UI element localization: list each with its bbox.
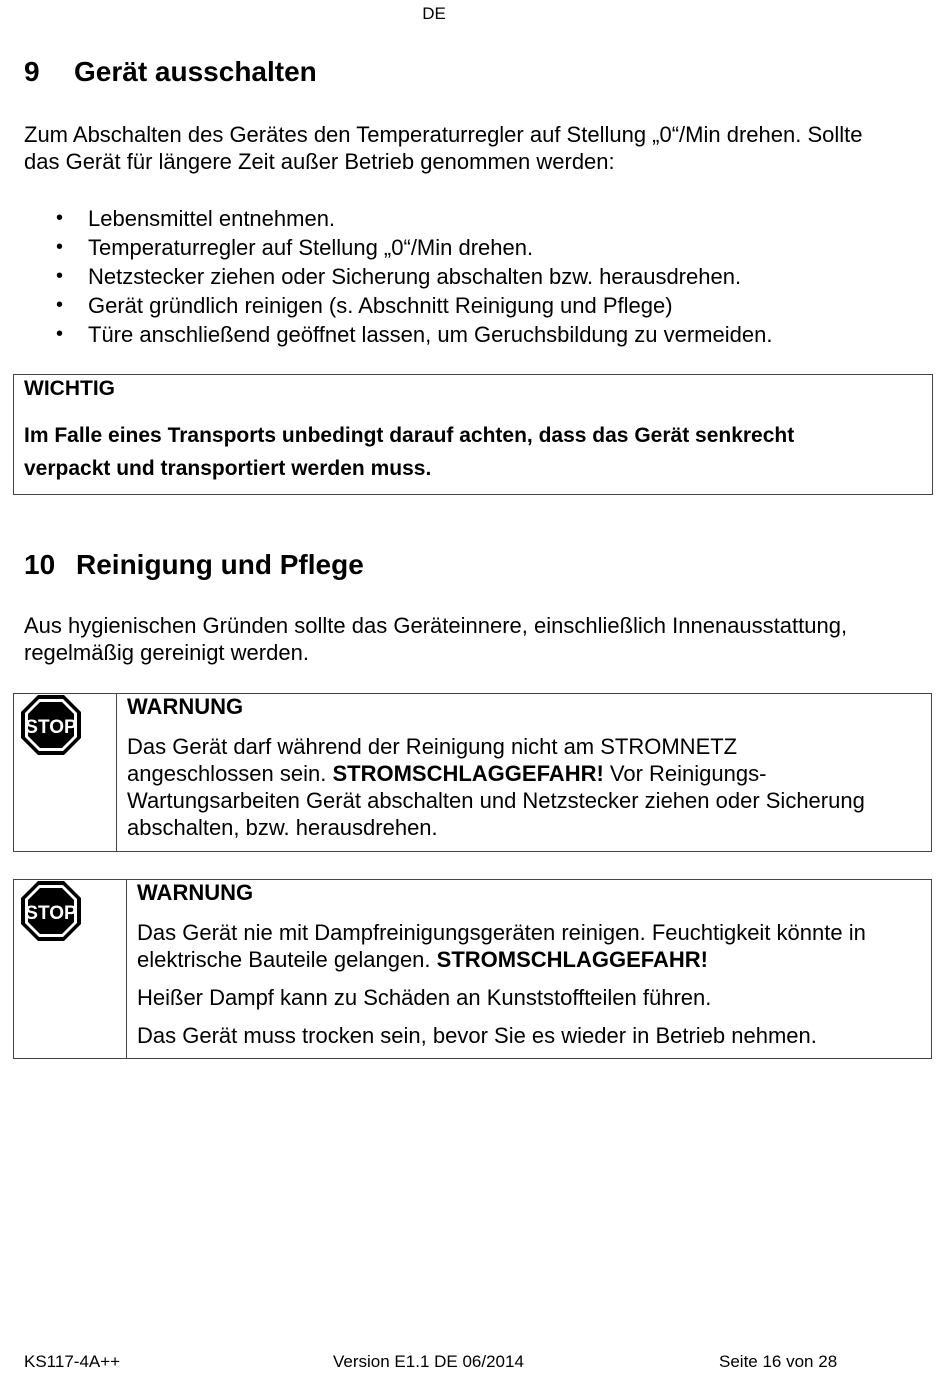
important-line: verpackt und transportiert werden muss. xyxy=(24,457,432,480)
intro-line: Aus hygienischen Gründen sollte das Geräteinnere, einschließlich Innenausstattung, xyxy=(24,613,848,638)
warning-divider xyxy=(126,880,127,1058)
warning-line xyxy=(137,946,866,973)
shutdown-steps-list xyxy=(24,204,772,349)
important-box xyxy=(13,374,933,495)
warning-heading: WARNUNG xyxy=(127,694,244,719)
section-number: 9 xyxy=(24,56,40,87)
intro-line: das Gerät für längere Zeit außer Betrieb genommen werden: xyxy=(24,149,615,174)
important-text xyxy=(24,419,794,485)
warning-text-part: angeschlossen sein. xyxy=(127,761,333,786)
footer-model: KS117-4A++ xyxy=(24,1352,121,1371)
warning-line: Das Gerät muss trocken sein, bevor Sie es wieder in Betrieb nehmen. xyxy=(137,1023,817,1048)
shock-hazard-label: STROMSCHLAGGEFAHR! xyxy=(436,947,708,972)
important-heading: WICHTIG xyxy=(24,377,115,400)
footer-version: Version E1.1 DE 06/2014 xyxy=(333,1352,524,1371)
section-9-intro xyxy=(24,121,863,175)
warning-heading: WARNUNG xyxy=(137,880,254,905)
stop-sign-text: STOP xyxy=(25,717,77,738)
footer-page-number: Seite 16 von 28 xyxy=(719,1352,838,1371)
section-10-intro xyxy=(24,612,847,666)
important-line: Im Falle eines Transports unbedingt darauf achten, dass das Gerät senkrecht xyxy=(24,424,795,447)
warning-line: Heißer Dampf kann zu Schäden an Kunststoffteilen führen. xyxy=(137,985,712,1010)
list-item: • Türe anschließend geöffnet lassen, um Geruchsbildung zu vermeiden. xyxy=(24,320,772,349)
section-number: 10 xyxy=(24,549,56,580)
stop-sign-text: STOP xyxy=(25,903,77,924)
warning-text xyxy=(127,733,865,841)
list-item: • Gerät gründlich reinigen (s. Abschnitt Reinigung und Pflege) xyxy=(24,291,772,320)
warning-line: abschalten, bzw. herausdrehen. xyxy=(127,815,438,840)
intro-line: Zum Abschalten des Gerätes den Temperaturregler auf Stellung „0“/Min drehen. Sollte xyxy=(24,122,863,147)
warning-text xyxy=(137,919,866,1049)
language-label: DE xyxy=(422,4,446,23)
warning-text-part: Vor Reinigungs- xyxy=(603,761,767,786)
warning-box-steam xyxy=(13,879,932,1059)
section-9-heading xyxy=(24,56,317,88)
list-item: • Temperaturregler auf Stellung „0“/Min drehen. xyxy=(24,233,772,262)
section-title: Gerät ausschalten xyxy=(74,56,317,87)
warning-divider xyxy=(116,694,117,851)
stop-sign-icon xyxy=(19,693,83,757)
warning-line: Das Gerät darf während der Reinigung nicht am STROMNETZ xyxy=(127,734,738,759)
warning-text-part: elektrische Bauteile gelangen. xyxy=(137,947,437,972)
list-item: • Netzstecker ziehen oder Sicherung abschalten bzw. herausdrehen. xyxy=(24,262,772,291)
section-10-heading xyxy=(24,549,364,581)
warning-box-electric xyxy=(13,693,932,852)
list-item: • Lebensmittel entnehmen. xyxy=(24,204,772,233)
warning-line xyxy=(127,760,865,787)
intro-line: regelmäßig gereinigt werden. xyxy=(24,640,309,665)
stop-sign-icon xyxy=(19,879,83,943)
shock-hazard-label: STROMSCHLAGGEFAHR! xyxy=(332,761,604,786)
warning-line: Das Gerät nie mit Dampfreinigungsgeräten reinigen. Feuchtigkeit könnte in xyxy=(137,920,866,945)
section-title: Reinigung und Pflege xyxy=(76,549,364,580)
warning-line: Wartungsarbeiten Gerät abschalten und Netzstecker ziehen oder Sicherung xyxy=(127,788,865,813)
